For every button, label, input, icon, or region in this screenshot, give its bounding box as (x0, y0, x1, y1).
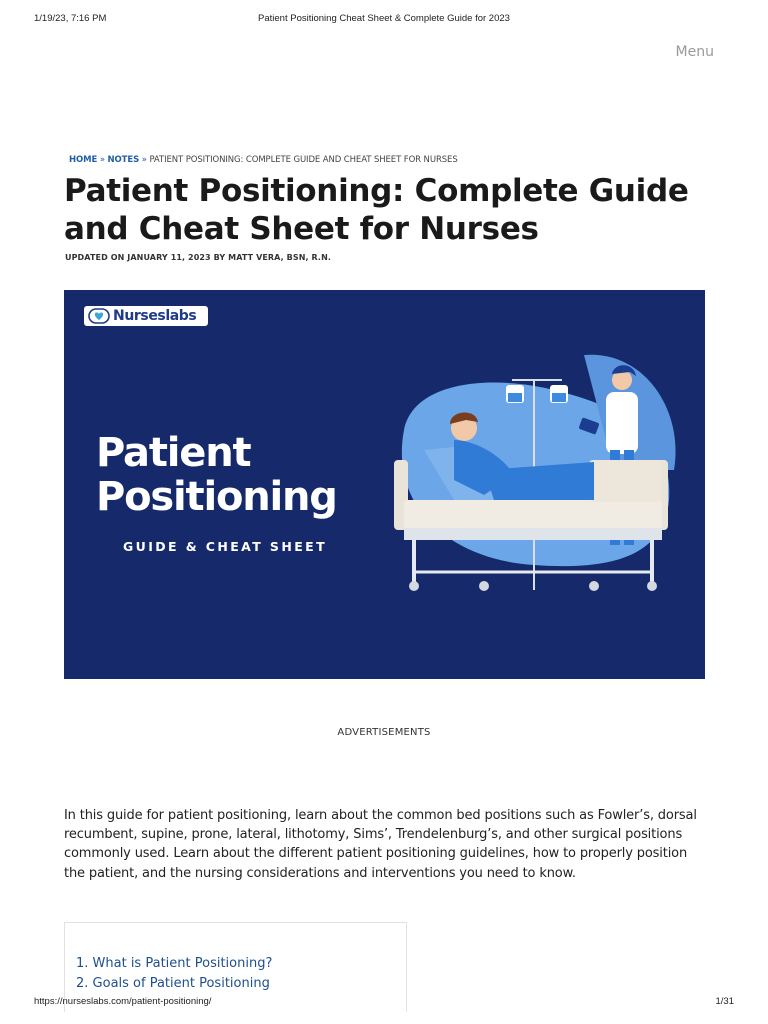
breadcrumb (69, 155, 458, 165)
logo-text: Nurseslabs (113, 308, 197, 324)
print-url: https://nurseslabs.com/patient-positioning/ (34, 996, 212, 1007)
hero-title-line1: Patient (96, 430, 251, 476)
page-title: Patient Positioning: Complete Guide and Cheat Sheet for Nurses (64, 173, 689, 247)
print-header (0, 13, 768, 27)
print-footer (0, 996, 768, 1010)
hero-title-line2: Positioning (96, 474, 337, 520)
patient-in-bed-illustration (384, 350, 684, 610)
menu-button[interactable]: Menu (675, 44, 714, 60)
intro-paragraph: In this guide for patient positioning, learn about the common bed positions such as Fowler’s, dorsal recumbent, supine, prone, lateral, lithotomy, Sims’, Trendelenburg’s, and other surgical positions commonly used. Learn about the different patient positioning guidelines, how to properly position the patient, and the nursing considerations and interventions you need to know. (64, 808, 697, 881)
hero-title (96, 431, 337, 519)
print-page-indicator: 1/31 (715, 996, 734, 1007)
print-date: 1/19/23, 7:16 PM (34, 13, 107, 24)
hero-subtitle: GUIDE & CHEAT SHEET (123, 539, 328, 554)
print-document-title: Patient Positioning Cheat Sheet & Complete Guide for 2023 (258, 13, 510, 24)
breadcrumb-home-link[interactable]: HOME (69, 155, 98, 165)
toc-item-goals-of-patient-positioning[interactable]: 2. Goals of Patient Positioning (76, 976, 270, 991)
nurseslabs-logo (84, 306, 208, 326)
breadcrumb-current: PATIENT POSITIONING: COMPLETE GUIDE AND CHEAT SHEET FOR NURSES (149, 155, 458, 165)
breadcrumb-notes-link[interactable]: NOTES (107, 155, 140, 165)
advertisements-label: ADVERTISEMENTS (337, 727, 431, 738)
heart-logo-icon (88, 308, 110, 324)
article-byline: UPDATED ON JANUARY 11, 2023 BY MATT VERA, BSN, R.N. (65, 253, 332, 262)
breadcrumb-separator: » (99, 155, 105, 165)
toc-item-what-is-patient-positioning[interactable]: 1. What is Patient Positioning? (76, 956, 273, 971)
breadcrumb-separator: » (141, 155, 147, 165)
hero-image (64, 290, 705, 679)
